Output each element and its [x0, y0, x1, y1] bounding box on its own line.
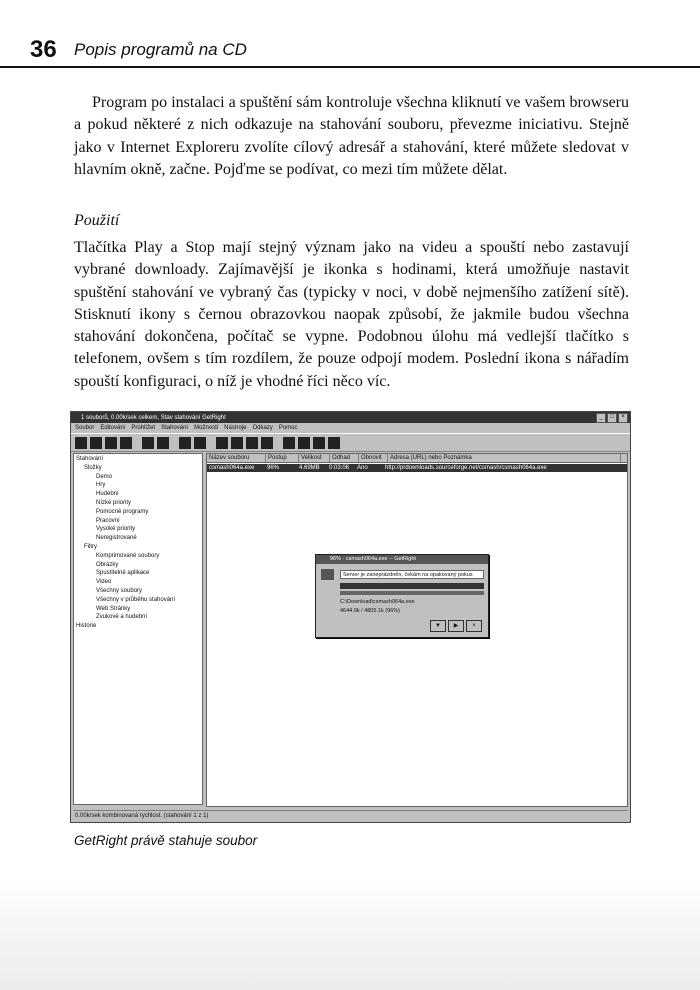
table-row [207, 464, 627, 472]
column-header: Obnovit [359, 454, 388, 462]
cell: 4.69MB [299, 465, 320, 471]
tree-item: Hry [96, 482, 106, 489]
play-icon: ▶ [448, 620, 464, 632]
folder-tree [73, 453, 203, 805]
close-icon: × [618, 413, 628, 423]
menu-item: Soubor [75, 425, 95, 431]
progress-bar-secondary [340, 591, 484, 595]
screen-icon [231, 437, 243, 449]
forward-icon [142, 437, 154, 449]
subheading: Použití [74, 212, 120, 229]
tree-item: Historie [76, 623, 97, 630]
tree-item: Vysoké priority [96, 526, 136, 533]
menubar [71, 423, 630, 433]
window-title: 1 souborů, 0.00k/sek celkem, Stav stahování GetRight [81, 414, 226, 421]
paragraph-usage: Tlačítka Play a Stop mají stejný význam jako na videu a spouští nebo zastavují vybrané downloady. Zajímavější je ikonka s hodinami, která umožňuje nastavit spuštění stahování ve vybraný čas (typicky v noci, v době nejmenšího zatížení sítě). Stisknutí ikony s černou obrazovkou naopak způsobí, že jakmile budou všechna stahování dokončena, počítač se vypne. Podobnou úlohu má vedlejší tlačítko s telefonem, ovšem s tím rozdílem, že pouze odpojí modem. Poslední ikona s nářadím spouští konfiguraci, o níž je vhodné říci něco víc. [74, 239, 629, 390]
tools-icon [328, 437, 340, 449]
network-icon [321, 569, 334, 580]
minimize-icon: _ [596, 413, 606, 423]
tree-item: Web Stránky [96, 605, 131, 612]
target-icon [298, 437, 310, 449]
resume-icon [157, 437, 169, 449]
menu-item: Prohlížet [131, 425, 156, 431]
cell: 0:03:06 [329, 465, 350, 471]
page-header [0, 0, 700, 68]
paragraph-intro: Program po instalaci a spuštění sám kontroluje všechna kliknutí ve vašem browseru a pokud některé z nich odkazuje na stahování souboru, převezme iniciativu. Stejně jako v Internet Exploreru zvolíte cílový adresář a stahování, které můžete sledovat v hlavním okně, začne. Pojďme se podívat, co mezi tím můžete dělat. [74, 94, 629, 178]
dialog-file: C:\Download\csmash064a.exe [340, 599, 415, 605]
tree-item: Všechny soubory [96, 587, 143, 594]
play-icon [75, 437, 87, 449]
pause-icon [90, 437, 102, 449]
column-header: Odhad [330, 454, 359, 462]
stop-icon [105, 437, 117, 449]
progress-bar [340, 583, 484, 589]
menu-item: Odkazy [252, 425, 273, 431]
monitor-icon [216, 437, 228, 449]
menu-item: Stahování [161, 425, 189, 431]
view-icon [283, 437, 295, 449]
cell: Ano [357, 465, 368, 471]
getright-screenshot [70, 411, 631, 823]
tree-item: Nízké priority [96, 499, 132, 506]
tree-item: Filtry [84, 543, 97, 550]
tree-item: Zvukové a hudební [96, 614, 148, 621]
cell: csmash064a.exe [209, 465, 255, 471]
menu-item: Nástroje [224, 425, 247, 431]
tree-item: Neregistrované [96, 535, 137, 542]
tree-item: Spustitelné aplikace [96, 570, 150, 577]
dialog-size: 4644.9k / 4805.1k (96%) [340, 608, 400, 614]
globe-icon [313, 437, 325, 449]
status-bar: 0.00k/sek kombinovaná rychlost. (stahování 1 z 1) [73, 810, 628, 820]
header-rule [0, 66, 700, 68]
window-titlebar [71, 412, 630, 423]
toolbar [71, 433, 630, 452]
tree-item: Složky [84, 464, 102, 471]
menu-item: Možnosti [194, 425, 219, 431]
cell: 96% [267, 465, 280, 471]
column-header: Adresa (URL) nebo Poznámka [388, 454, 621, 462]
maximize-icon: □ [607, 413, 617, 423]
footer-decoration [0, 880, 700, 990]
phone-icon [246, 437, 258, 449]
tree-item: Video [96, 579, 112, 586]
add-icon [120, 437, 132, 449]
clock-icon [179, 437, 191, 449]
figure-caption: GetRight právě stahuje soubor [74, 833, 258, 848]
column-header: Postup [266, 454, 299, 462]
tree-item: Stahování [76, 456, 104, 462]
running-title: Popis programů na CD [74, 40, 247, 59]
dialog-title: 96% - csmash064a.exe -- GetRight [316, 555, 488, 564]
tree-item: Obrázky [96, 561, 119, 568]
download-dialog [315, 554, 489, 638]
tree-item: Pracovní [96, 517, 120, 524]
tree-item: Komprimované soubory [96, 552, 160, 559]
tree-item: Demo [96, 473, 113, 480]
list-header [207, 454, 627, 463]
tree-item: Pomocné programy [96, 508, 149, 515]
schedule-icon [194, 437, 206, 449]
close-icon: × [466, 620, 482, 632]
tree-item: Všechny v průběhu stahování [96, 596, 176, 603]
menu-item: Pomoc [278, 425, 298, 431]
column-header: Název souboru [207, 454, 266, 462]
chevron-down-icon: ▼ [430, 620, 446, 632]
page-number: 36 [30, 36, 57, 63]
modem-icon [261, 437, 273, 449]
tree-item: Hudební [96, 491, 119, 498]
menu-item: Editování [100, 425, 126, 431]
cell: http://prdownloads.sourceforge.net/csmash/csmash064a.exe [385, 465, 547, 471]
dialog-message: Server je zaneprázdněn, čekám na opakovaný pokus [340, 570, 484, 579]
column-header: Velikost [299, 454, 330, 462]
